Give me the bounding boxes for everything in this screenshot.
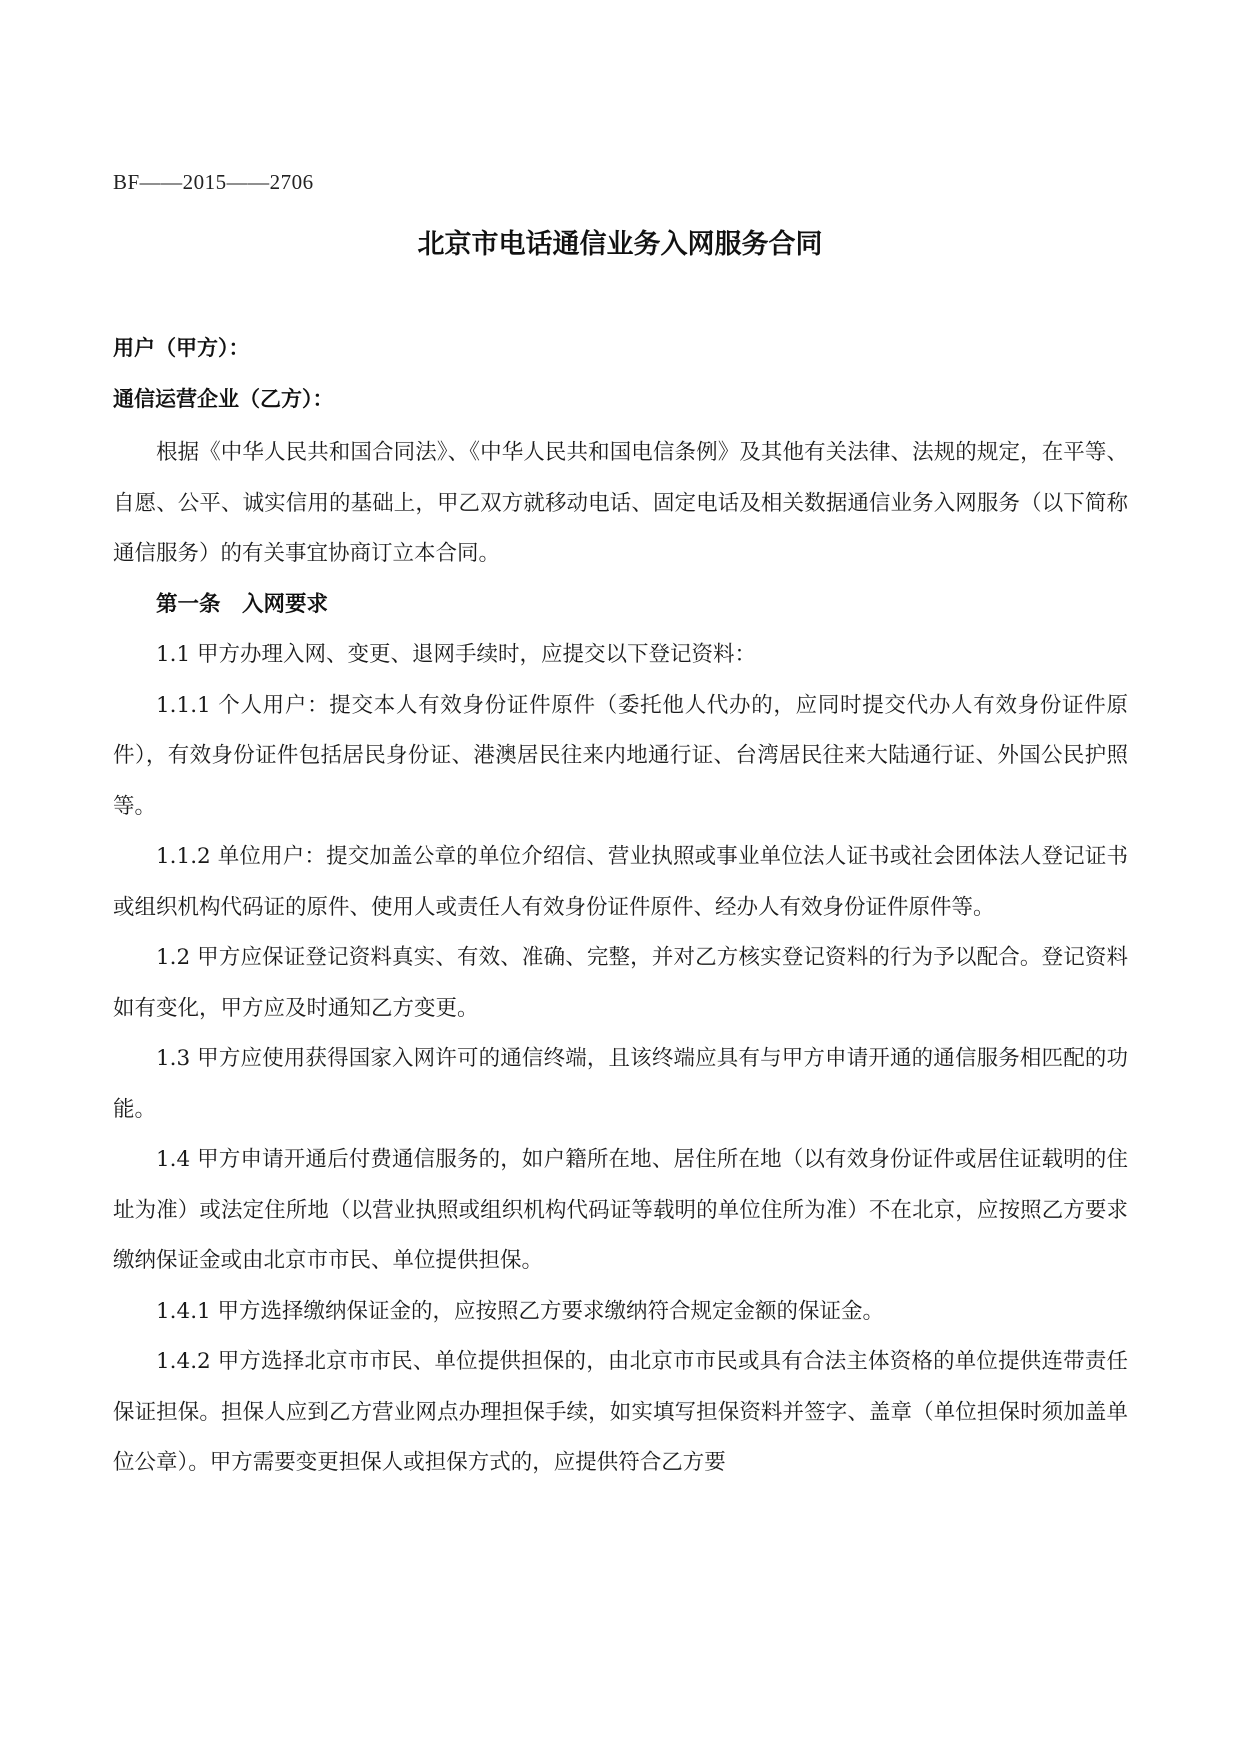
clause-1-2: 1.2 甲方应保证登记资料真实、有效、准确、完整，并对乙方核实登记资料的行为予以配合。登记资料如有变化，甲方应及时通知乙方变更。 [113,945,1128,1021]
article-1-heading: 第一条 入网要求 [156,591,329,617]
clause-1-1-2: 1.1.2 单位用户：提交加盖公章的单位介绍信、营业执照或事业单位法人证书或社会团体法人登记证书或组织机构代码证的原件、使用人或责任人有效身份证件原件、经办人有效身份证件原件等。 [113,844,1128,920]
intro-paragraph: 根据《中华人民共和国合同法》、《中华人民共和国电信条例》及其他有关法律、法规的规定，在平等、自愿、公平、诚实信用的基础上，甲乙双方就移动电话、固定电话及相关数据通信业务入网服务（以下简称通信服务）的有关事宜协商订立本合同。 [113,440,1128,566]
clause-1-3: 1.3 甲方应使用获得国家入网许可的通信终端，且该终端应具有与甲方申请开通的通信服务相匹配的功能。 [113,1046,1128,1122]
document-title: 北京市电话通信业务入网服务合同 [417,229,823,260]
clause-1-4-1: 1.4.1 甲方选择缴纳保证金的，应按照乙方要求缴纳符合规定金额的保证金。 [156,1298,885,1324]
clause-1-4-2: 1.4.2 甲方选择北京市市民、单位提供担保的，由北京市市民或具有合法主体资格的单位提供连带责任保证担保。担保人应到乙方营业网点办理担保手续，如实填写担保资料并签字、盖章（单位担保时须加盖单位公章）。甲方需要变更担保人或担保方式的，应提供符合乙方要 [113,1349,1128,1475]
party-b-label: 通信运营企业（乙方）： [113,387,334,411]
party-a-label: 用户（甲方）： [113,336,250,360]
document-code: BF——2015——2706 [113,170,314,194]
contract-body [113,428,1128,1489]
clause-1-1-1: 1.1.1 个人用户：提交本人有效身份证件原件（委托他人代办的，应同时提交代办人有效身份证件原件），有效身份证件包括居民身份证、港澳居民往来内地通行证、台湾居民往来大陆通行证、外国公民护照等。 [113,692,1128,819]
clause-1-1: 1.1 甲方办理入网、变更、退网手续时，应提交以下登记资料： [156,642,757,667]
clause-1-4: 1.4 甲方申请开通后付费通信服务的，如户籍所在地、居住所在地（以有效身份证件或居住证载明的住址为准）或法定住所地（以营业执照或组织机构代码证等载明的单位住所为准）不在北京，应按照乙方要求缴纳保证金或由北京市市民、单位提供担保。 [113,1147,1128,1273]
